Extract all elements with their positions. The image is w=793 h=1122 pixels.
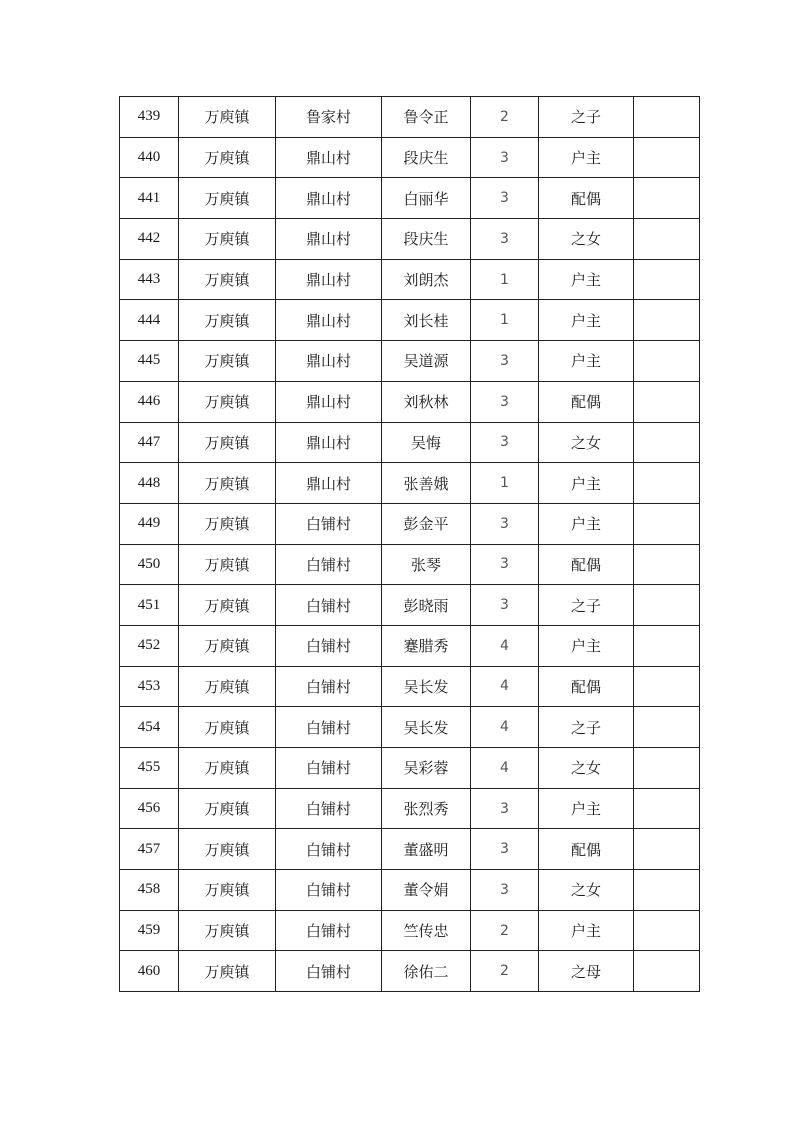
village-cell: 鼎山村: [276, 463, 382, 504]
town-cell: 万庾镇: [179, 788, 276, 829]
row-number-cell: 446: [120, 381, 179, 422]
village-cell: 鼎山村: [276, 341, 382, 382]
row-number-cell: 444: [120, 300, 179, 341]
village-cell: 鼎山村: [276, 259, 382, 300]
village-cell: 鼎山村: [276, 300, 382, 341]
person-name-cell: 吴长发: [382, 666, 471, 707]
household-count-cell: 1: [471, 463, 539, 504]
row-number-cell: 440: [120, 137, 179, 178]
table-row: [120, 544, 700, 585]
note-cell: [634, 910, 700, 951]
note-cell: [634, 300, 700, 341]
note-cell: [634, 503, 700, 544]
person-name-cell: 刘长桂: [382, 300, 471, 341]
note-cell: [634, 748, 700, 789]
town-cell: 万庾镇: [179, 829, 276, 870]
household-count-cell: 3: [471, 788, 539, 829]
note-cell: [634, 463, 700, 504]
relation-cell: 之母: [539, 951, 634, 992]
household-count-cell: 3: [471, 178, 539, 219]
household-count-cell: 3: [471, 503, 539, 544]
person-name-cell: 彭晓雨: [382, 585, 471, 626]
person-name-cell: 张琴: [382, 544, 471, 585]
relation-cell: 配偶: [539, 829, 634, 870]
town-cell: 万庾镇: [179, 341, 276, 382]
household-count-cell: 3: [471, 829, 539, 870]
note-cell: [634, 259, 700, 300]
town-cell: 万庾镇: [179, 97, 276, 138]
note-cell: [634, 381, 700, 422]
table-row: [120, 97, 700, 138]
relation-cell: 之女: [539, 870, 634, 911]
note-cell: [634, 341, 700, 382]
village-cell: 白铺村: [276, 503, 382, 544]
town-cell: 万庾镇: [179, 219, 276, 260]
note-cell: [634, 178, 700, 219]
table-row: [120, 585, 700, 626]
household-count-cell: 1: [471, 259, 539, 300]
town-cell: 万庾镇: [179, 625, 276, 666]
relation-cell: 之女: [539, 748, 634, 789]
household-count-cell: 3: [471, 585, 539, 626]
relation-cell: 户主: [539, 463, 634, 504]
relation-cell: 户主: [539, 625, 634, 666]
table-row: [120, 625, 700, 666]
table-row: [120, 422, 700, 463]
village-cell: 鼎山村: [276, 137, 382, 178]
village-cell: 白铺村: [276, 585, 382, 626]
relation-cell: 之子: [539, 97, 634, 138]
note-cell: [634, 788, 700, 829]
village-cell: 白铺村: [276, 666, 382, 707]
table-row: [120, 666, 700, 707]
town-cell: 万庾镇: [179, 259, 276, 300]
town-cell: 万庾镇: [179, 463, 276, 504]
village-cell: 白铺村: [276, 707, 382, 748]
person-name-cell: 蹇腊秀: [382, 625, 471, 666]
relation-cell: 户主: [539, 259, 634, 300]
household-count-cell: 2: [471, 910, 539, 951]
row-number-cell: 459: [120, 910, 179, 951]
household-count-cell: 2: [471, 951, 539, 992]
table-row: [120, 219, 700, 260]
town-cell: 万庾镇: [179, 666, 276, 707]
village-cell: 白铺村: [276, 829, 382, 870]
table-row: [120, 137, 700, 178]
table-row: [120, 178, 700, 219]
household-count-cell: 3: [471, 341, 539, 382]
note-cell: [634, 422, 700, 463]
relation-cell: 户主: [539, 341, 634, 382]
town-cell: 万庾镇: [179, 748, 276, 789]
row-number-cell: 452: [120, 625, 179, 666]
relation-cell: 配偶: [539, 381, 634, 422]
table-body: [120, 97, 700, 992]
town-cell: 万庾镇: [179, 707, 276, 748]
household-roster-table: [119, 96, 700, 992]
town-cell: 万庾镇: [179, 544, 276, 585]
person-name-cell: 吴长发: [382, 707, 471, 748]
household-count-cell: 4: [471, 707, 539, 748]
relation-cell: 之女: [539, 422, 634, 463]
note-cell: [634, 97, 700, 138]
household-count-cell: 4: [471, 666, 539, 707]
table-row: [120, 463, 700, 504]
row-number-cell: 447: [120, 422, 179, 463]
household-count-cell: 4: [471, 748, 539, 789]
table-row: [120, 788, 700, 829]
town-cell: 万庾镇: [179, 300, 276, 341]
town-cell: 万庾镇: [179, 910, 276, 951]
household-count-cell: 3: [471, 381, 539, 422]
relation-cell: 之子: [539, 585, 634, 626]
row-number-cell: 457: [120, 829, 179, 870]
relation-cell: 配偶: [539, 666, 634, 707]
village-cell: 鼎山村: [276, 178, 382, 219]
village-cell: 白铺村: [276, 544, 382, 585]
row-number-cell: 455: [120, 748, 179, 789]
household-count-cell: 3: [471, 137, 539, 178]
person-name-cell: 段庆生: [382, 137, 471, 178]
note-cell: [634, 870, 700, 911]
row-number-cell: 439: [120, 97, 179, 138]
household-count-cell: 2: [471, 97, 539, 138]
village-cell: 鼎山村: [276, 219, 382, 260]
person-name-cell: 徐佑二: [382, 951, 471, 992]
person-name-cell: 董令娟: [382, 870, 471, 911]
village-cell: 白铺村: [276, 951, 382, 992]
person-name-cell: 鲁令正: [382, 97, 471, 138]
relation-cell: 户主: [539, 300, 634, 341]
row-number-cell: 449: [120, 503, 179, 544]
note-cell: [634, 666, 700, 707]
row-number-cell: 460: [120, 951, 179, 992]
row-number-cell: 458: [120, 870, 179, 911]
person-name-cell: 张善娥: [382, 463, 471, 504]
relation-cell: 之女: [539, 219, 634, 260]
relation-cell: 配偶: [539, 544, 634, 585]
table-row: [120, 341, 700, 382]
village-cell: 鼎山村: [276, 422, 382, 463]
person-name-cell: 吴道源: [382, 341, 471, 382]
note-cell: [634, 544, 700, 585]
relation-cell: 户主: [539, 503, 634, 544]
household-count-cell: 3: [471, 422, 539, 463]
household-count-cell: 1: [471, 300, 539, 341]
town-cell: 万庾镇: [179, 503, 276, 544]
row-number-cell: 442: [120, 219, 179, 260]
note-cell: [634, 625, 700, 666]
row-number-cell: 454: [120, 707, 179, 748]
person-name-cell: 白丽华: [382, 178, 471, 219]
table-row: [120, 748, 700, 789]
table-row: [120, 951, 700, 992]
table-row: [120, 300, 700, 341]
household-count-cell: 4: [471, 625, 539, 666]
village-cell: 白铺村: [276, 788, 382, 829]
town-cell: 万庾镇: [179, 178, 276, 219]
note-cell: [634, 951, 700, 992]
note-cell: [634, 829, 700, 870]
relation-cell: 配偶: [539, 178, 634, 219]
relation-cell: 户主: [539, 137, 634, 178]
person-name-cell: 段庆生: [382, 219, 471, 260]
person-name-cell: 吴彩蓉: [382, 748, 471, 789]
note-cell: [634, 219, 700, 260]
person-name-cell: 彭金平: [382, 503, 471, 544]
relation-cell: 户主: [539, 788, 634, 829]
town-cell: 万庾镇: [179, 585, 276, 626]
row-number-cell: 450: [120, 544, 179, 585]
village-cell: 白铺村: [276, 870, 382, 911]
row-number-cell: 443: [120, 259, 179, 300]
row-number-cell: 448: [120, 463, 179, 504]
person-name-cell: 张烈秀: [382, 788, 471, 829]
row-number-cell: 451: [120, 585, 179, 626]
row-number-cell: 456: [120, 788, 179, 829]
village-cell: 白铺村: [276, 625, 382, 666]
household-count-cell: 3: [471, 870, 539, 911]
village-cell: 鼎山村: [276, 381, 382, 422]
table-row: [120, 503, 700, 544]
note-cell: [634, 707, 700, 748]
table-row: [120, 707, 700, 748]
row-number-cell: 453: [120, 666, 179, 707]
household-count-cell: 3: [471, 219, 539, 260]
relation-cell: 户主: [539, 910, 634, 951]
village-cell: 白铺村: [276, 910, 382, 951]
person-name-cell: 刘秋林: [382, 381, 471, 422]
row-number-cell: 445: [120, 341, 179, 382]
town-cell: 万庾镇: [179, 422, 276, 463]
town-cell: 万庾镇: [179, 951, 276, 992]
note-cell: [634, 585, 700, 626]
town-cell: 万庾镇: [179, 870, 276, 911]
table-row: [120, 829, 700, 870]
table-row: [120, 259, 700, 300]
table-row: [120, 381, 700, 422]
village-cell: 鲁家村: [276, 97, 382, 138]
town-cell: 万庾镇: [179, 137, 276, 178]
village-cell: 白铺村: [276, 748, 382, 789]
person-name-cell: 吴悔: [382, 422, 471, 463]
table-row: [120, 870, 700, 911]
household-count-cell: 3: [471, 544, 539, 585]
person-name-cell: 刘朗杰: [382, 259, 471, 300]
person-name-cell: 董盛明: [382, 829, 471, 870]
relation-cell: 之子: [539, 707, 634, 748]
table-row: [120, 910, 700, 951]
town-cell: 万庾镇: [179, 381, 276, 422]
row-number-cell: 441: [120, 178, 179, 219]
note-cell: [634, 137, 700, 178]
person-name-cell: 竺传忠: [382, 910, 471, 951]
